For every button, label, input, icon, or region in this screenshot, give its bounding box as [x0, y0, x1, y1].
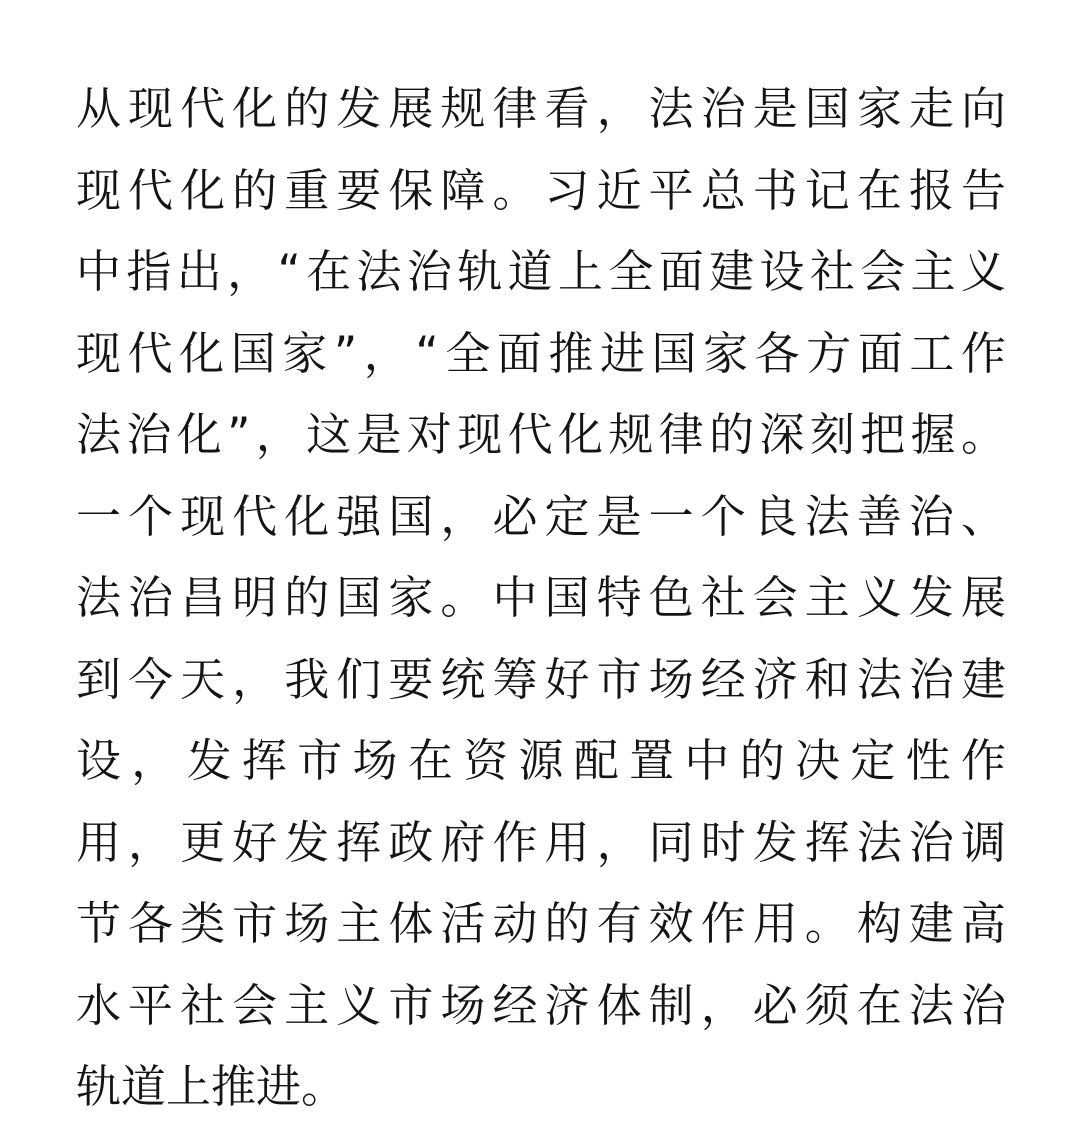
paragraph-line-9: 设，发挥市场在资源配置中的决定性作: [76, 734, 1006, 787]
paragraph-line-3: 中指出，“在法治轨道上全面建设社会主义: [76, 245, 1006, 298]
paragraph-line-12: 水平社会主义市场经济体制，必须在法治: [76, 978, 1006, 1032]
paragraph-line-6: 一个现代化强国，必定是一个良法善治、: [76, 489, 1006, 543]
article-body: [76, 68, 1006, 1128]
paragraph-line-5: 法治化”，这是对现代化规律的深刻把握。: [76, 408, 1006, 461]
paragraph-line-10: 用，更好发挥政府作用，同时发挥法治调: [76, 815, 1006, 869]
paragraph-line-4: 现代化国家”，“全面推进国家各方面工作: [76, 326, 1006, 380]
paragraph-line-13: 轨道上推进。: [76, 1060, 347, 1113]
paragraph-line-8: 到今天，我们要统筹好市场经济和法治建: [76, 652, 1006, 706]
paragraph-line-7: 法治昌明的国家。中国特色社会主义发展: [76, 571, 1006, 624]
paragraph-line-2: 现代化的重要保障。习近平总书记在报告: [76, 163, 1006, 217]
paragraph-line-1: 从现代化的发展规律看，法治是国家走向: [76, 82, 1006, 135]
paragraph-line-11: 节各类市场主体活动的有效作用。构建高: [76, 897, 1006, 950]
